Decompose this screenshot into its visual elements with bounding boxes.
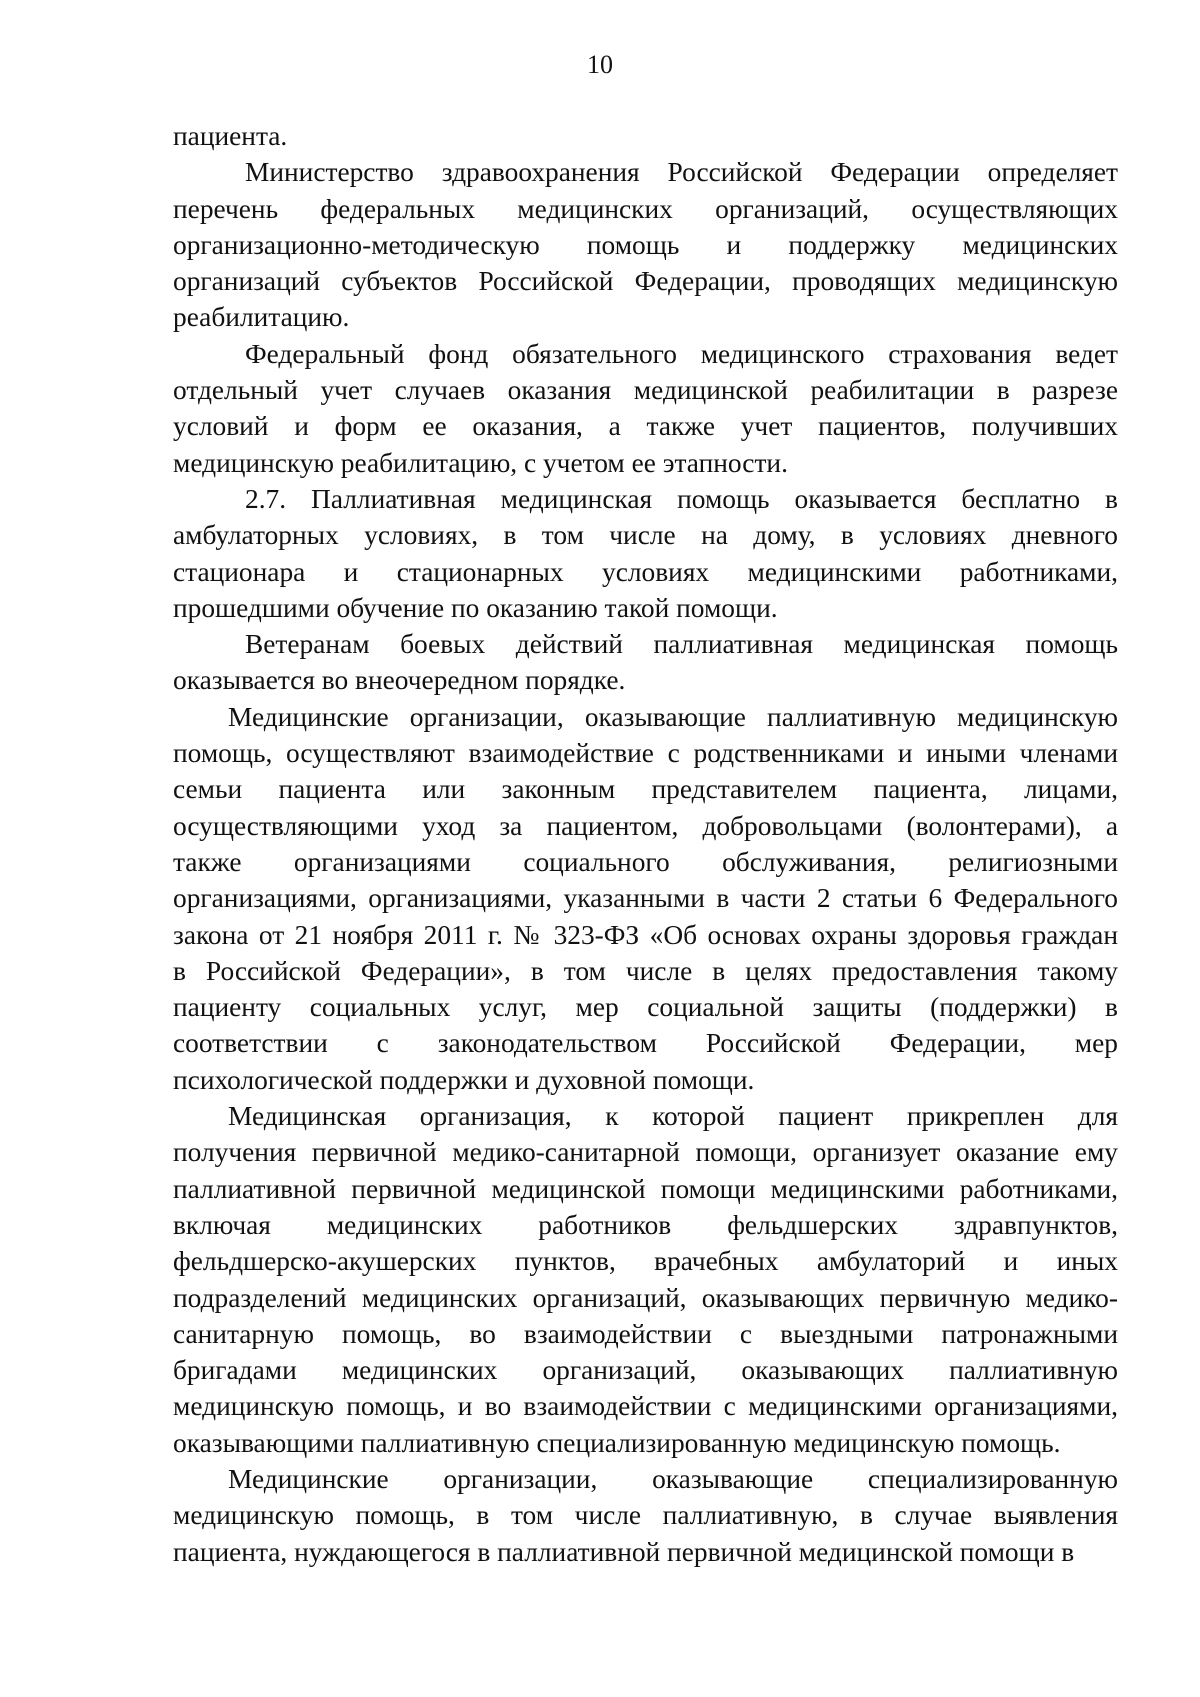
text-line: осуществляющими уход за пациентом, добровольцами (волонтерами), а: [173, 810, 1118, 841]
text-line: закона от 21 ноября 2011 г. № 323-ФЗ «Об основах охраны здоровья граждан: [173, 919, 1118, 950]
paragraph-p5: [173, 699, 1118, 1098]
paragraph-p1: [173, 154, 1118, 335]
text-line: оказывающими паллиативную специализированную медицинскую помощь.: [173, 1427, 1061, 1458]
text-line: амбулаторных условиях, в том числе на дому, в условиях дневного: [173, 520, 1118, 551]
text-line: стационара и стационарных условиях медицинскими работниками,: [173, 556, 1118, 587]
text-line: медицинскую реабилитацию, с учетом ее этапности.: [173, 447, 788, 478]
text-line: санитарную помощь, во взаимодействии с выездными патронажными: [173, 1318, 1118, 1349]
text-line: помощь, осуществляют взаимодействие с родственниками и иными членами: [173, 738, 1118, 769]
paragraph-p2: [173, 336, 1118, 481]
text-line: получения первичной медико-санитарной помощи, организует оказание ему: [173, 1137, 1118, 1168]
text-line: также организациями социального обслуживания, религиозными: [173, 846, 1118, 877]
text-line: организаций субъектов Российской Федерации, проводящих медицинскую: [173, 266, 1118, 297]
text-line: фельдшерско-акушерских пунктов, врачебных амбулаторий и иных: [173, 1246, 1118, 1277]
text-line: отдельный учет случаев оказания медицинской реабилитации в разрезе: [173, 375, 1118, 406]
paragraph-p6: [173, 1098, 1118, 1461]
text-line: бригадами медицинских организаций, оказывающих паллиативную: [173, 1355, 1118, 1386]
text-line: Медицинские организации, оказывающие паллиативную медицинскую: [228, 701, 1118, 732]
text-line: Министерство здравоохранения Российской Федерации определяет: [245, 157, 1118, 188]
paragraph-p4: [173, 626, 1118, 699]
text-line: медицинскую помощь, в том числе паллиативную, в случае выявления: [173, 1500, 1118, 1531]
text-line: Медицинские организации, оказывающие специализированную: [228, 1463, 1118, 1494]
text-line: пациента.: [173, 121, 288, 151]
text-line: организациями, организациями, указанными в части 2 статьи 6 Федерального: [173, 883, 1118, 914]
text-line: включая медицинских работников фельдшерских здравпунктов,: [173, 1209, 1118, 1240]
text-line: условий и форм ее оказания, а также учет пациентов, получивших: [173, 411, 1118, 442]
text-line: оказывается во внеочередном порядке.: [173, 665, 626, 696]
text-line: организационно-методическую помощь и поддержку медицинских: [173, 229, 1118, 260]
text-line: психологической поддержки и духовной помощи.: [173, 1064, 755, 1095]
text-line: семьи пациента или законным представителем пациента, лицами,: [173, 774, 1118, 805]
text-line: перечень федеральных медицинских организаций, осуществляющих: [173, 193, 1118, 224]
paragraph-p0: [173, 118, 1118, 154]
text-line: соответствии с законодательством Российской Федерации, мер: [173, 1028, 1118, 1059]
document-body: [173, 118, 1118, 1570]
text-line: 2.7. Паллиативная медицинская помощь оказывается бесплатно в: [245, 483, 1118, 514]
text-line: медицинскую помощь, и во взаимодействии с медицинскими организациями,: [173, 1391, 1118, 1422]
text-line: паллиативной первичной медицинской помощи медицинскими работниками,: [173, 1173, 1118, 1204]
paragraph-p7: [173, 1461, 1118, 1570]
text-line: прошедшими обучение по оказанию такой помощи.: [173, 592, 778, 623]
paragraph-p3: [173, 481, 1118, 626]
text-line: Федеральный фонд обязательного медицинского страхования ведет: [245, 338, 1118, 369]
text-line: пациента, нуждающегося в паллиативной первичной медицинской помощи в: [173, 1536, 1075, 1567]
text-line: пациенту социальных услуг, мер социальной защиты (поддержки) в: [173, 992, 1118, 1023]
text-line: Ветеранам боевых действий паллиативная медицинская помощь: [245, 629, 1118, 660]
text-line: подразделений медицинских организаций, оказывающих первичную медико-: [173, 1282, 1118, 1313]
text-line: в Российской Федерации», в том числе в целях предоставления такому: [173, 955, 1118, 986]
text-line: Медицинская организация, к которой пациент прикреплен для: [228, 1101, 1118, 1132]
text-line: реабилитацию.: [173, 302, 350, 333]
page-number: 10: [587, 50, 613, 79]
